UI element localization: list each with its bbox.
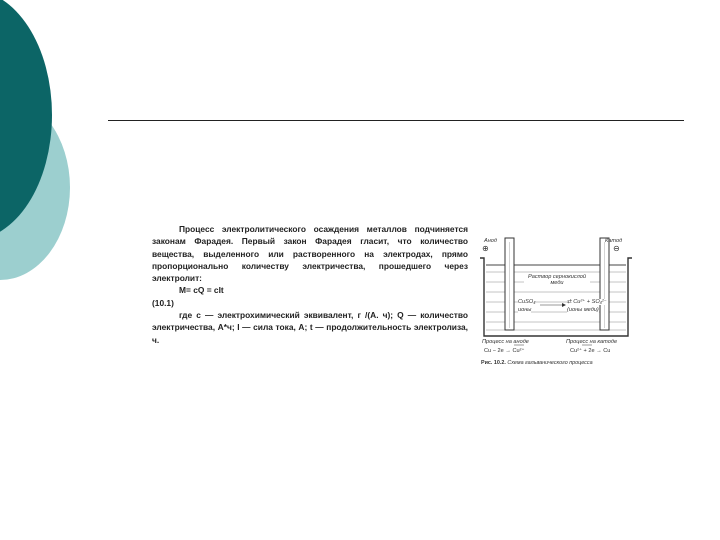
left-ion-label: CuSO₄ xyxy=(518,299,536,305)
paragraph-faraday-law: Процесс электролитического осаждения металлов подчиняется законам Фарадея. Первый закон Фарадея гласит, что количество вещества, выделенного или растворенного на электродах, прямо пропорционально количеству электричества, прошедшего через электролит: xyxy=(152,224,468,284)
solution-label: Раствор сернокислой меди xyxy=(524,274,590,287)
body-text xyxy=(152,223,468,346)
title-divider xyxy=(108,120,684,121)
cathode-sign-icon: ⊖ xyxy=(613,244,620,253)
paragraph-definitions: где с — электрохимический эквивалент, г /(А. ч); Q — количество электричества, А*ч; I — сила тока, А; t — продолжительность электролиза, ч. xyxy=(152,310,468,345)
right-ion-label: ⇄ Cu²⁺ + SO₄²⁻ xyxy=(567,299,607,305)
anode-reaction: Cu − 2e → Cu²⁺ xyxy=(484,348,525,354)
formula-number: (10.1) xyxy=(152,297,174,308)
caption-number: Рис. 10.2. xyxy=(481,360,506,366)
electrolysis-diagram xyxy=(478,232,638,372)
formula: M= cQ = cIt xyxy=(179,285,224,296)
cathode-process-label: Процесс на катоде xyxy=(566,339,618,345)
caption-text: Схема гальванического процесса xyxy=(507,360,593,366)
right-ion-sub: (ионы меди) xyxy=(567,307,599,313)
anode-label: Анод xyxy=(484,238,498,244)
anode-process-label: Процесс на аноде xyxy=(482,339,529,345)
anode-sign-icon: ⊕ xyxy=(482,244,489,253)
figure-caption xyxy=(481,360,593,366)
cathode-label: Катод xyxy=(605,238,623,244)
cathode-reaction: Cu²⁺ + 2e → Cu xyxy=(570,348,611,354)
left-ion-sub: ионы xyxy=(518,307,532,313)
